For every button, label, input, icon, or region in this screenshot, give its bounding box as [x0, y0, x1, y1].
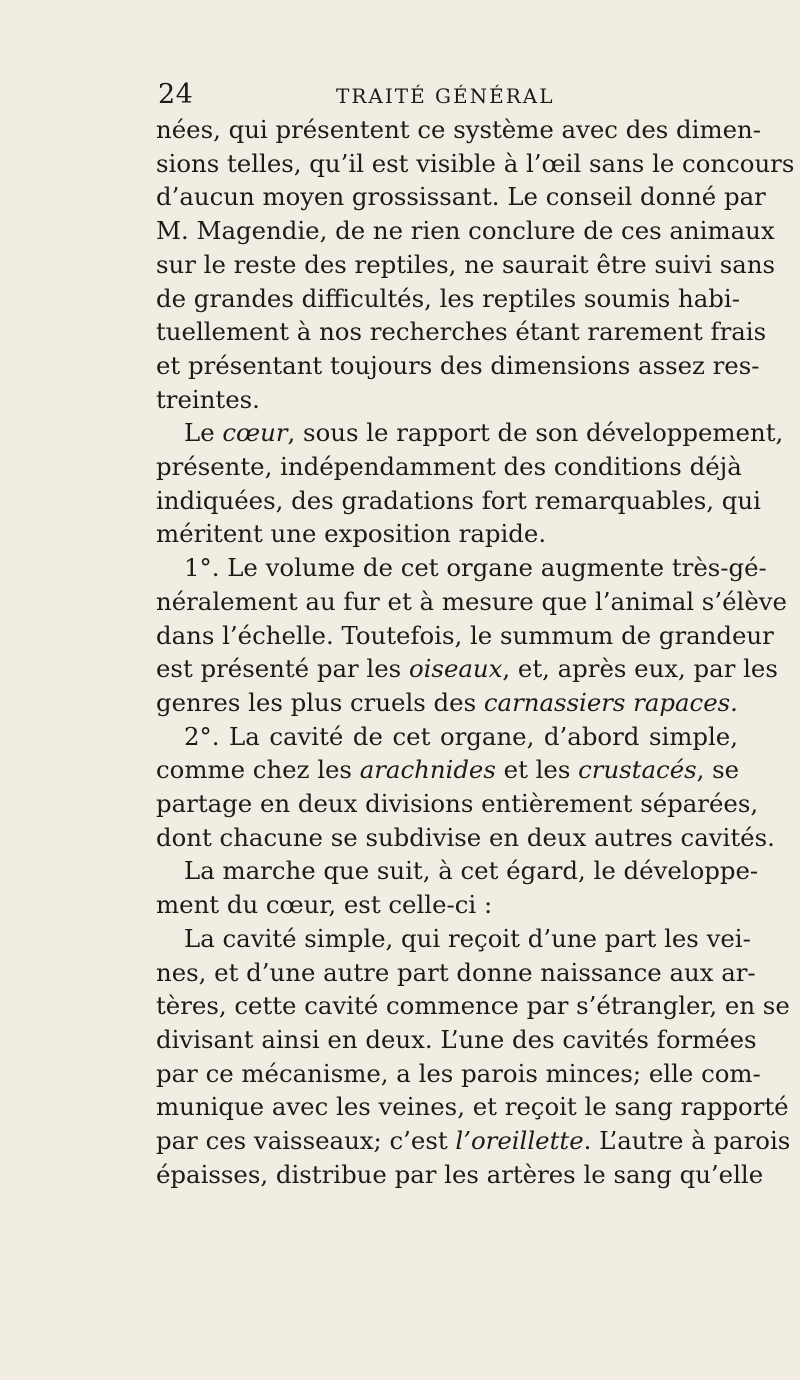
- text-run: ment du cœur, est celle-ci :: [156, 890, 493, 920]
- text-run: sur le reste des reptiles, ne saurait être suivi sans: [156, 249, 776, 279]
- text-run: treintes.: [156, 384, 260, 414]
- italic-text: cœur: [222, 418, 288, 448]
- text-run: méritent une exposition rapide.: [156, 519, 547, 549]
- text-run: La cavité simple, qui reçoit d’une part les vei-: [184, 923, 751, 953]
- page-number: 24: [158, 79, 194, 110]
- text-run: est présenté par les: [156, 654, 409, 684]
- text-line: [156, 248, 776, 282]
- text-line: [156, 585, 787, 619]
- text-line: [156, 1158, 764, 1192]
- text-line: [156, 854, 759, 888]
- body-text: [156, 113, 795, 1192]
- text-line: [156, 619, 774, 653]
- italic-text: oiseaux: [408, 654, 503, 684]
- text-line: [156, 686, 738, 720]
- text-run: tuellement à nos recherches étant rarement frais: [156, 317, 767, 347]
- text-line: [156, 180, 766, 214]
- italic-text: l’oreillette: [455, 1126, 584, 1156]
- text-run: partage en deux divisions entièrement séparées,: [156, 789, 759, 819]
- text-run: comme chez les: [156, 755, 360, 785]
- text-line: [156, 551, 767, 585]
- text-run: tères, cette cavité commence par s’étrangler, en se: [156, 991, 790, 1021]
- text-line: [156, 282, 738, 316]
- text-run: dont chacune se subdivise en deux autres cavités.: [156, 822, 775, 852]
- text-run: par ces vaisseaux; c’est: [156, 1126, 456, 1156]
- text-line: [156, 450, 742, 484]
- text-line: [156, 416, 784, 450]
- text-line: [156, 517, 738, 551]
- text-line: [156, 989, 790, 1023]
- text-line: [156, 383, 738, 417]
- text-run: divisant ainsi en deux. L’une des cavités formées: [156, 1024, 757, 1054]
- text-line: [156, 147, 795, 181]
- text-run: La marche que suit, à cet égard, le développe-: [184, 856, 759, 886]
- text-run: néralement au fur et à mesure que l’animal s’élève: [156, 586, 787, 616]
- italic-text: crustacés: [578, 755, 697, 785]
- text-line: [156, 753, 738, 787]
- running-title: TRAITÉ GÉNÉRAL: [336, 84, 555, 108]
- text-run: sions telles, qu’il est visible à l’œil sans le concours: [156, 148, 795, 178]
- page-header: [158, 80, 678, 110]
- text-run: 1°. Le volume de cet organe augmente très-gé-: [184, 553, 767, 583]
- text-run: dans l’échelle. Toutefois, le summum de grandeur: [156, 620, 774, 650]
- text-run: de grandes difficultés, les reptiles soumis habi-: [156, 283, 740, 313]
- text-line: [156, 113, 761, 147]
- text-run: et présentant toujours des dimensions assez res-: [156, 350, 760, 380]
- italic-text: carnassiers rapaces.: [483, 687, 738, 717]
- text-line: [156, 1090, 789, 1124]
- text-line: [156, 888, 738, 922]
- text-run: d’aucun moyen grossissant. Le conseil donné par: [156, 182, 766, 212]
- text-run: nes, et d’une autre part donne naissance aux ar-: [156, 957, 756, 987]
- text-line: [156, 1023, 757, 1057]
- text-line: [156, 214, 775, 248]
- text-run: présente, indépendamment des conditions déjà: [156, 452, 742, 482]
- text-run: indiquées, des gradations fort remarquables, qui: [156, 485, 761, 515]
- text-run: Le: [184, 418, 223, 448]
- text-run: et les: [495, 755, 579, 785]
- text-run: munique avec les veines, et reçoit le sang rapporté: [156, 1092, 789, 1122]
- text-line: [156, 484, 761, 518]
- text-run: par ce mécanisme, a les parois minces; elle com-: [156, 1058, 761, 1088]
- text-run: genres les plus cruels des: [156, 687, 484, 717]
- text-line: [156, 956, 756, 990]
- text-run: nées, qui présentent ce système avec des dimen-: [156, 115, 761, 144]
- text-line: [156, 821, 775, 855]
- text-line: [156, 349, 760, 383]
- text-run: , se: [696, 755, 740, 785]
- text-line: [156, 315, 767, 349]
- text-line: [156, 922, 751, 956]
- text-run: . L’autre à parois: [583, 1126, 791, 1156]
- text-line: [156, 1057, 761, 1091]
- text-line: [156, 652, 778, 686]
- text-run: M. Magendie, de ne rien conclure de ces animaux: [156, 216, 775, 246]
- text-line: [156, 1124, 791, 1158]
- text-run: , sous le rapport de son développement,: [287, 418, 784, 448]
- text-run: , et, après eux, par les: [502, 654, 778, 684]
- text-line: [156, 720, 738, 754]
- text-run: 2°. La cavité de cet organe, d’abord simple,: [184, 721, 738, 751]
- italic-text: arachnides: [359, 755, 496, 785]
- text-line: [156, 787, 759, 821]
- text-run: épaisses, distribue par les artères le sang qu’elle: [156, 1159, 764, 1189]
